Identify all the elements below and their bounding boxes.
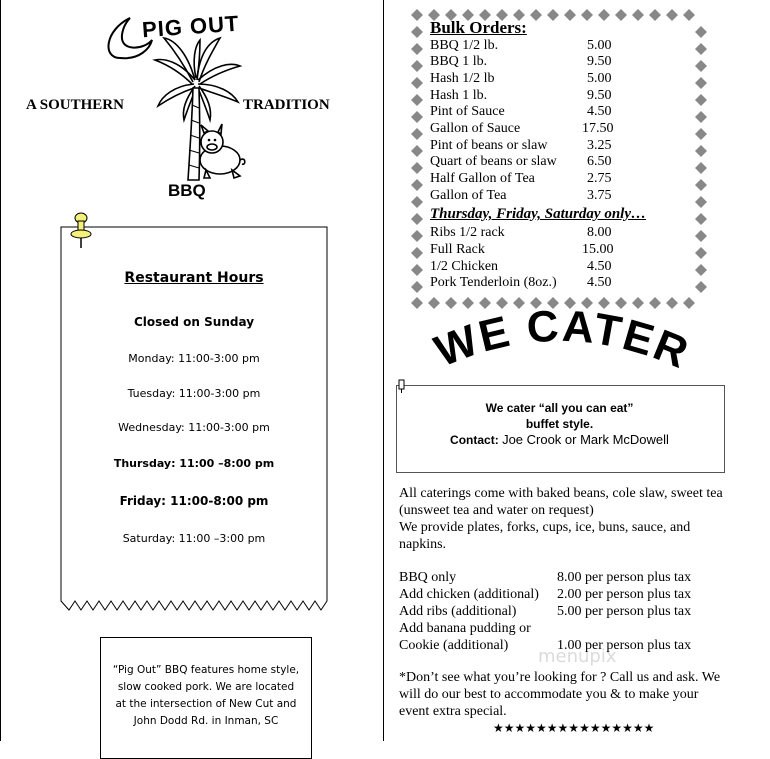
menu-item-name: BBQ 1 lb.: [430, 54, 488, 69]
border-diamond: [695, 247, 707, 259]
border-diamond: [411, 111, 423, 123]
border-diamond: [695, 179, 707, 191]
menu-item-name: Gallon of Sauce: [430, 121, 521, 136]
menu-item-price: 9.50: [587, 88, 612, 103]
logo-tagline-left: A SOUTHERN: [26, 97, 124, 113]
hours-friday: Friday: 11:00-8:00 pm: [119, 494, 269, 508]
menu-item-price: 5.00: [587, 71, 612, 86]
cater-price-item: Add chicken (additional): [399, 587, 539, 602]
menu-item-name: Hash 1 lb.: [430, 88, 488, 103]
border-diamond: [411, 60, 423, 72]
menu-item-name: Pork Tenderloin (8oz.): [430, 275, 557, 290]
border-diamond: [411, 179, 423, 191]
menu-item-price: 5.00: [587, 38, 612, 53]
border-diamond: [411, 264, 423, 276]
cater-price-value: 8.00 per person plus tax: [557, 570, 692, 585]
note-pin-icon: [394, 378, 410, 394]
border-diamond: [695, 145, 707, 157]
border-diamond: [695, 111, 707, 123]
border-diamond: [615, 9, 627, 21]
cater-price-value: 1.00 per person plus tax: [557, 638, 692, 653]
menu-item-price: 3.75: [587, 188, 612, 203]
border-diamond: [598, 9, 610, 21]
border-diamond: [411, 162, 423, 174]
menu-item-name: Gallon of Tea: [430, 188, 507, 203]
menu-item-price: 4.50: [587, 104, 612, 119]
cater-price-item: BBQ only: [399, 570, 457, 585]
border-diamond: [411, 145, 423, 157]
svg-text:WE CATER: [428, 308, 696, 379]
cater-closing: *Don’t see what you’re looking for ? Call us and ask. We will do our best to accommodate you & to make your event extra special.: [399, 670, 721, 719]
border-diamond: [695, 213, 707, 225]
border-diamond: [411, 213, 423, 225]
border-diamond: [695, 281, 707, 293]
menu-item-price: 9.50: [587, 54, 612, 69]
cater-note-text: [396, 400, 723, 448]
border-diamond: [695, 77, 707, 89]
we-cater-text: WE CATER: [428, 308, 697, 379]
menu-item-name: Pint of Sauce: [430, 104, 505, 119]
border-diamond: [683, 9, 695, 21]
hours-tuesday: Tuesday: 11:00-3:00 pm: [127, 387, 261, 400]
page-border-left: [0, 0, 1, 741]
menu-item-name: Hash 1/2 lb: [430, 71, 495, 86]
stars-row: ★★★★★★★★★★★★★★★: [493, 721, 655, 735]
menu-item-price: 17.50: [582, 121, 614, 136]
logo-name: PIG OUT: [141, 10, 241, 43]
column-divider: [383, 0, 384, 741]
menu-item-name: BBQ 1/2 lb.: [430, 38, 499, 53]
border-diamond: [632, 9, 644, 21]
border-diamond: [695, 43, 707, 55]
border-diamond: [695, 230, 707, 242]
cater-price-value: 2.00 per person plus tax: [557, 587, 692, 602]
logo-bbq: BBQ: [168, 181, 206, 200]
bulk-orders-title: Bulk Orders:: [430, 18, 527, 37]
cater-price-item: Add ribs (additional): [399, 604, 517, 619]
menu-item-price: 8.00: [587, 225, 612, 240]
menu-item-price: 4.50: [587, 275, 612, 290]
hours-monday: Monday: 11:00-3:00 pm: [128, 352, 260, 365]
hours-closed: Closed on Sunday: [133, 315, 255, 329]
cater-contact: [396, 432, 723, 448]
menu-item-price: 3.25: [587, 138, 612, 153]
border-diamond: [530, 9, 542, 21]
we-cater-headline: [410, 308, 710, 388]
menu-item-name: Quart of beans or slaw: [430, 154, 557, 169]
menu-item-name: Half Gallon of Tea: [430, 171, 535, 186]
cater-price-value: 5.00 per person plus tax: [557, 604, 692, 619]
border-diamond: [411, 94, 423, 106]
menu-item-name: 1/2 Chicken: [430, 259, 499, 274]
cater-contact-names: Joe Crook or Mark McDowell: [502, 432, 669, 447]
border-diamond: [695, 162, 707, 174]
border-diamond: [411, 128, 423, 140]
border-diamond: [581, 9, 593, 21]
border-diamond: [695, 128, 707, 140]
border-diamond: [411, 9, 423, 21]
about-text: “Pig Out” BBQ features home style, slow cooked pork. We are located at the intersection of New Cut and John Dodd Rd. in Inman, SC: [112, 664, 300, 727]
border-diamond: [411, 230, 423, 242]
cater-intro-2: We provide plates, forks, cups, ice, buns, sauce, and napkins.: [399, 520, 691, 552]
border-diamond: [666, 9, 678, 21]
border-diamond: [695, 196, 707, 208]
menu-item-name: Ribs 1/2 rack: [430, 225, 505, 240]
border-diamond: [547, 9, 559, 21]
hours-thursday: Thursday: 11:00 –8:00 pm: [113, 457, 275, 470]
cater-note-line2: buffet style.: [525, 417, 594, 431]
cater-price-item: Cookie (additional): [399, 638, 509, 653]
border-diamond: [695, 264, 707, 276]
menu-item-name: Full Rack: [430, 242, 485, 257]
menu-item-name: Pint of beans or slaw: [430, 138, 548, 153]
hours-wednesday: Wednesday: 11:00-3:00 pm: [118, 421, 270, 434]
border-diamond: [649, 9, 661, 21]
menu-item-price: 6.50: [587, 154, 612, 169]
cater-contact-label: Contact:: [450, 433, 499, 447]
border-diamond: [564, 9, 576, 21]
border-diamond: [695, 60, 707, 72]
menu-item-price: 4.50: [587, 259, 612, 274]
hours-title: Restaurant Hours: [124, 270, 264, 286]
special-title: Thursday, Friday, Saturday only…: [430, 206, 646, 222]
menu-item-price: 2.75: [587, 171, 612, 186]
pig-icon: [200, 124, 245, 178]
cater-intro-1: All caterings come with baked beans, cole slaw, sweet tea (unsweet tea and water on request): [399, 486, 723, 518]
cater-price-item: Add banana pudding or: [399, 621, 531, 636]
border-diamond: [411, 196, 423, 208]
pushpin-icon: [66, 210, 96, 250]
border-diamond: [411, 77, 423, 89]
border-diamond: [411, 247, 423, 259]
border-diamond: [411, 281, 423, 293]
cater-note-line1: We cater “all you can eat”: [485, 401, 634, 415]
menu-item-price: 15.00: [582, 242, 614, 257]
border-diamond: [411, 26, 423, 38]
border-diamond: [695, 94, 707, 106]
border-diamond: [411, 43, 423, 55]
logo-tagline-right: TRADITION: [243, 97, 330, 113]
border-diamond: [695, 26, 707, 38]
hours-saturday: Saturday: 11:00 –3:00 pm: [122, 532, 266, 545]
watermark: menupix: [538, 646, 617, 667]
